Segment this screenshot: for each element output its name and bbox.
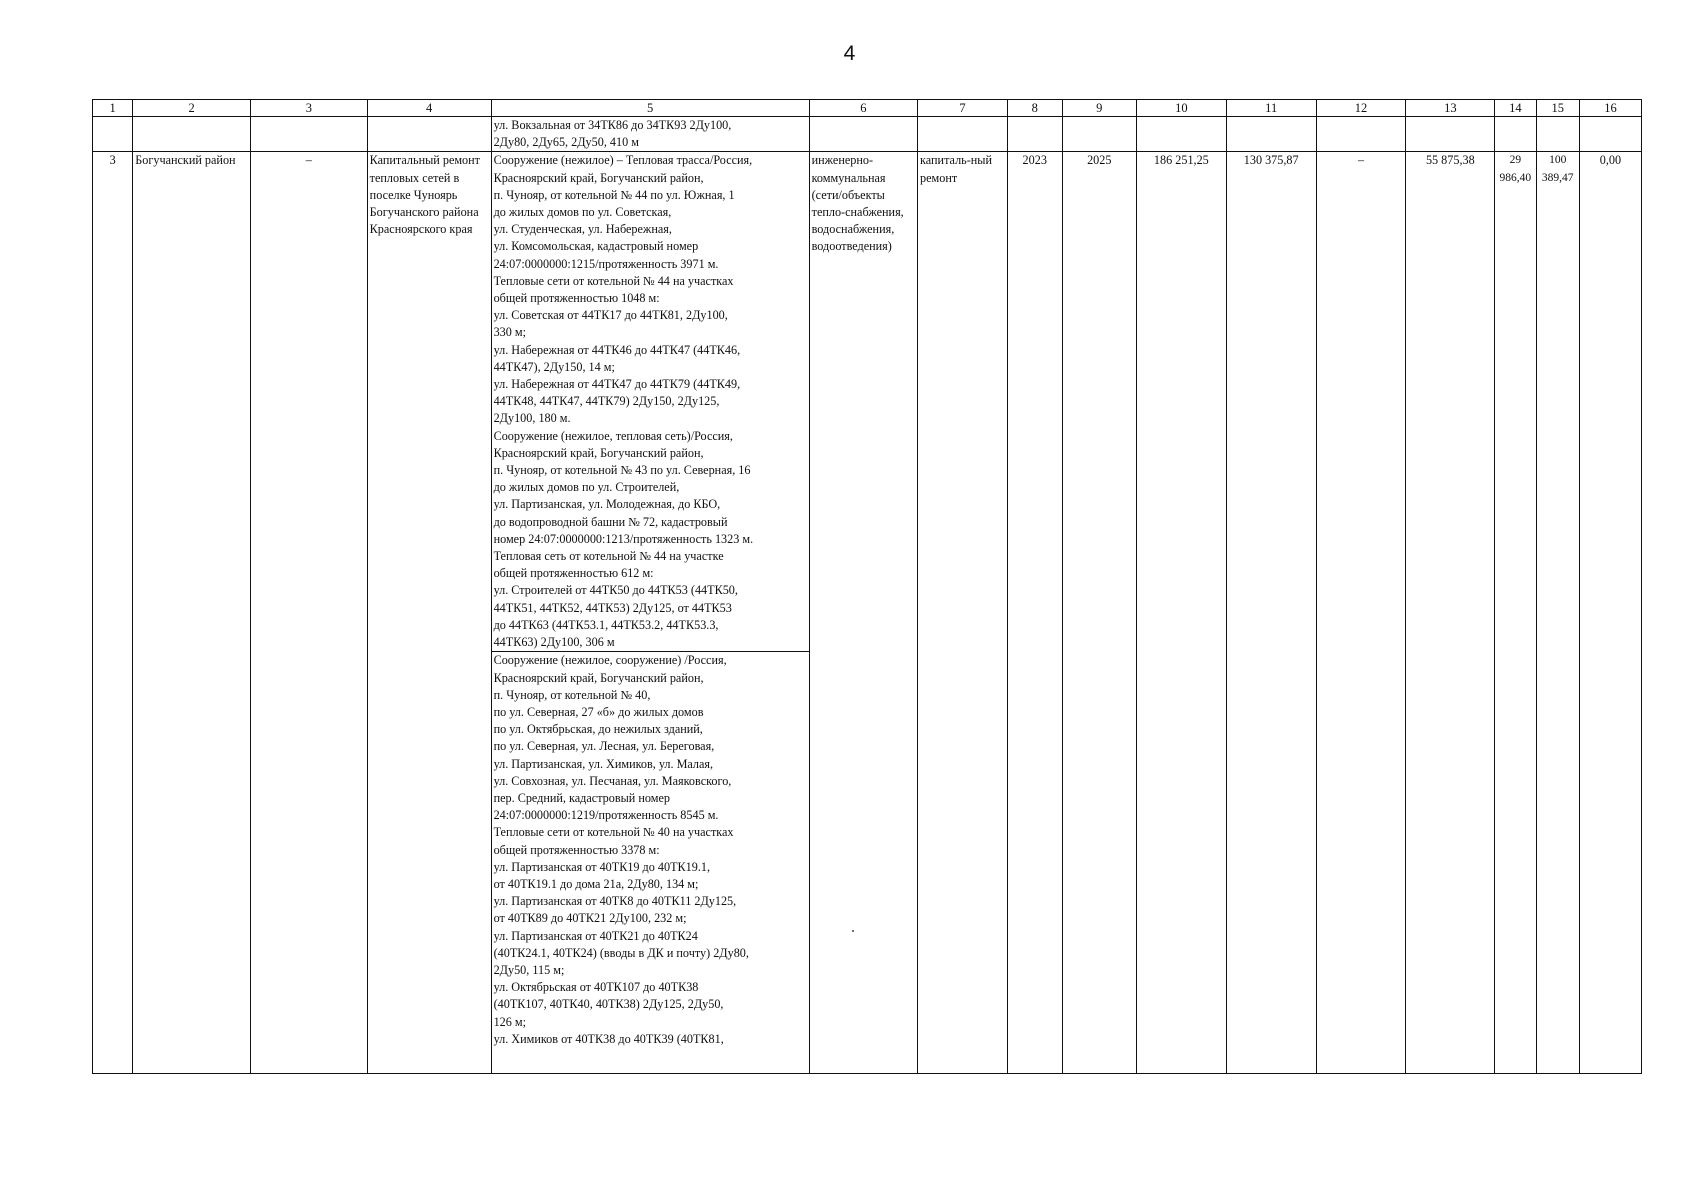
text-line: Красноярский край, Богучанский район, — [493, 670, 704, 685]
column-header: 7 — [918, 100, 1008, 117]
text-line: по ул. Северная, ул. Лесная, ул. Береговая, — [493, 739, 715, 754]
total-cost: 186 251,25 — [1136, 152, 1226, 1074]
column-header: 16 — [1579, 100, 1641, 117]
col3-value: – — [250, 152, 367, 1074]
column-header: 9 — [1062, 100, 1136, 117]
text-line: 126 м; — [493, 1014, 527, 1029]
object-description — [491, 152, 809, 1074]
object-description-continued — [491, 117, 809, 152]
text-line: ул. Совхозная, ул. Песчаная, ул. Маяковского, — [493, 773, 732, 788]
text-line: ул. Партизанская от 40ТК21 до 40ТК24 — [493, 928, 698, 943]
text-line: (40ТК107, 40ТК40, 40ТК38) 2Ду125, 2Ду50, — [493, 997, 724, 1012]
text-line: Тепловые сети от котельной № 44 на участках — [493, 273, 734, 288]
column-header: 15 — [1536, 100, 1579, 117]
district-name: Богучанский район — [133, 152, 251, 1074]
description-block-2 — [492, 651, 809, 1048]
col14-value: 29 986,40 — [1495, 152, 1536, 1074]
end-year: 2025 — [1062, 152, 1136, 1074]
text-line: п. Чунояр, от котельной № 40, — [493, 687, 651, 702]
column-header: 10 — [1136, 100, 1226, 117]
column-header: 8 — [1007, 100, 1062, 117]
column-header: 4 — [367, 100, 491, 117]
text-line: 2Ду80, 2Ду65, 2Ду50, 410 м — [493, 135, 639, 150]
text-line: ул. Строителей от 44ТК50 до 44ТК53 (44ТК50, — [493, 583, 738, 598]
data-table — [92, 99, 1642, 1074]
text-line: ул. Партизанская, ул. Химиков, ул. Малая, — [493, 756, 714, 771]
column-header: 1 — [93, 100, 133, 117]
column-header: 6 — [809, 100, 917, 117]
text-line: п. Чунояр, от котельной № 44 по ул. Южная, 1 — [493, 187, 735, 202]
col16-value: 0,00 — [1579, 152, 1641, 1074]
text-line: общей протяженностью 3378 м: — [493, 842, 660, 857]
start-year: 2023 — [1007, 152, 1062, 1074]
row-number: 3 — [93, 152, 133, 1074]
text-line: от 40ТК89 до 40ТК21 2Ду100, 232 м; — [493, 911, 687, 926]
text-line: до жилых домов по ул. Советская, — [493, 205, 672, 220]
text-line: до жилых домов по ул. Строителей, — [493, 480, 680, 495]
text-line: Сооружение (нежилое) – Тепловая трасса/Россия, — [493, 153, 753, 168]
column-header: 13 — [1406, 100, 1495, 117]
text-line: 330 м; — [493, 325, 527, 340]
text-line: Тепловая сеть от котельной № 44 на участке — [493, 549, 724, 564]
col11-value: 130 375,87 — [1226, 152, 1316, 1074]
column-header: 12 — [1316, 100, 1406, 117]
text-line: номер 24:07:0000000:1213/протяженность 1323 м. — [493, 531, 754, 546]
project-name: Капитальный ремонт тепловых сетей в поселке Чуноярь Богучанского района Красноярского края — [367, 152, 491, 1074]
text-line: 2Ду50, 115 м; — [493, 962, 565, 977]
text-line: 24:07:0000000:1219/протяженность 8545 м. — [493, 808, 719, 823]
text-line: 44ТК51, 44ТК52, 44ТК53) 2Ду125, от 44ТК53 — [493, 600, 732, 615]
column-header: 2 — [133, 100, 251, 117]
text-line: до водопроводной башни № 72, кадастровый — [493, 514, 728, 529]
text-line: ул. Набережная от 44ТК47 до 44ТК79 (44ТК49, — [493, 377, 741, 392]
text-line: ул. Октябрьская от 40ТК107 до 40ТК38 — [493, 980, 699, 995]
text-line: ул. Партизанская от 40ТК19 до 40ТК19.1, — [493, 859, 711, 874]
text-line: ул. Химиков от 40ТК38 до 40ТК39 (40ТК81, — [493, 1031, 724, 1046]
text-line: ул. Партизанская, ул. Молодежная, до КБО, — [493, 497, 721, 512]
column-header: 3 — [250, 100, 367, 117]
text-line: Красноярский край, Богучанский район, — [493, 170, 704, 185]
text-line: ул. Набережная от 44ТК46 до 44ТК47 (44ТК46, — [493, 342, 741, 357]
text-line: Сооружение (нежилое, тепловая сеть)/Россия, — [493, 428, 733, 443]
text-line: (40ТК24.1, 40ТК24) (вводы в ДК и почту) 2Ду80, — [493, 945, 749, 960]
continuation-row — [93, 117, 1642, 152]
text-line: ул. Комсомольская, кадастровый номер — [493, 239, 699, 254]
page-number: 4 — [843, 42, 856, 65]
text-line: по ул. Октябрьская, до нежилых зданий, — [493, 722, 703, 737]
text-line: 44ТК63) 2Ду100, 306 м — [493, 635, 615, 650]
text-line: ул. Студенческая, ул. Набережная, — [493, 222, 672, 237]
scan-speck — [852, 930, 854, 932]
column-header: 5 — [491, 100, 809, 117]
text-line: 2Ду100, 180 м. — [493, 411, 571, 426]
text-line: от 40ТК19.1 до дома 21а, 2Ду80, 134 м; — [493, 876, 699, 891]
text-line: Красноярский край, Богучанский район, — [493, 445, 704, 460]
text-line: ул. Вокзальная от 34ТК86 до 34ТК93 2Ду100, — [493, 118, 732, 132]
column-header-row — [93, 100, 1642, 117]
text-line: Сооружение (нежилое, сооружение) /Россия, — [493, 653, 727, 668]
text-line: 24:07:0000000:1215/протяженность 3971 м. — [493, 256, 719, 271]
text-line: Тепловые сети от котельной № 40 на участках — [493, 825, 734, 840]
text-line: до 44ТК63 (44ТК53.1, 44ТК53.2, 44ТК53.3, — [493, 617, 719, 632]
text-line: по ул. Северная, 27 «б» до жилых домов — [493, 704, 704, 719]
text-line: п. Чунояр, от котельной № 43 по ул. Северная, 16 — [493, 463, 751, 478]
col13-value: 55 875,38 — [1406, 152, 1495, 1074]
description-block-1 — [494, 152, 807, 651]
text-line: 44ТК47), 2Ду150, 14 м; — [493, 359, 615, 374]
infrastructure-type: инженерно-коммунальная (сети/объекты тепло-снабжения, водоснабжения, водоотведения) — [809, 152, 917, 1074]
text-line: общей протяженностью 612 м: — [493, 566, 654, 581]
column-header: 14 — [1495, 100, 1536, 117]
table-row — [93, 152, 1642, 1074]
text-line: ул. Советская от 44ТК17 до 44ТК81, 2Ду100, — [493, 308, 728, 323]
text-line: пер. Средний, кадастровый номер — [493, 790, 670, 805]
col12-value: – — [1316, 152, 1406, 1074]
column-header: 11 — [1226, 100, 1316, 117]
text-line: ул. Партизанская от 40ТК8 до 40ТК11 2Ду125, — [493, 894, 737, 909]
work-type: капиталь-ный ремонт — [918, 152, 1008, 1074]
text-line: общей протяженностью 1048 м: — [493, 291, 660, 306]
col15-value: 100 389,47 — [1536, 152, 1579, 1074]
text-line: 44ТК48, 44ТК47, 44ТК79) 2Ду150, 2Ду125, — [493, 394, 720, 409]
